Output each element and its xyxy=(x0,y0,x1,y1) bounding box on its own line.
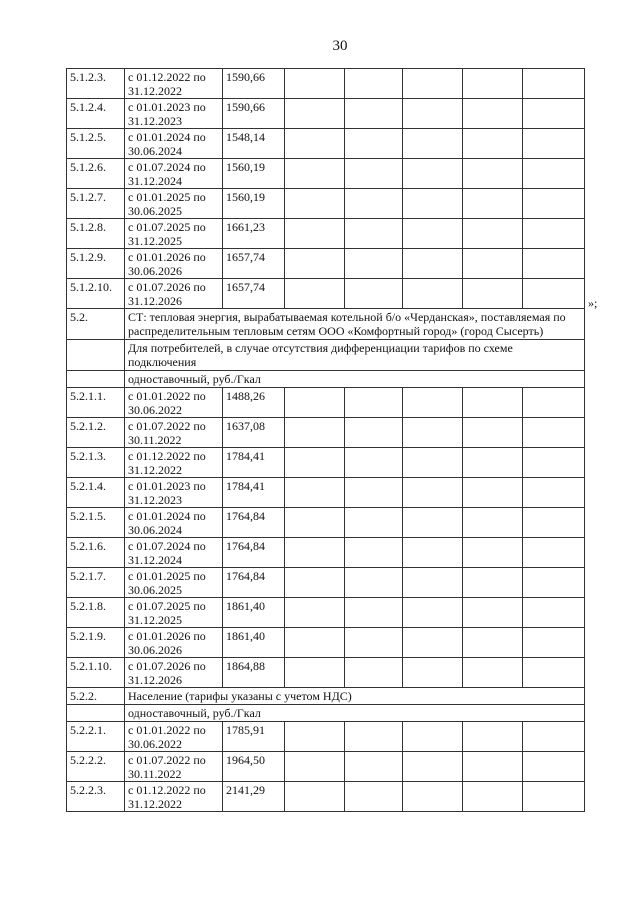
empty-cell xyxy=(345,69,403,99)
empty-cell xyxy=(285,628,345,658)
empty-cell xyxy=(345,99,403,129)
closing-quote: »; xyxy=(588,296,598,310)
table-row xyxy=(67,478,585,508)
table-row xyxy=(67,418,585,448)
period-line: 31.12.2025 xyxy=(128,234,182,248)
period-line: 31.12.2022 xyxy=(128,84,182,98)
empty-cell xyxy=(403,69,463,99)
row-number: 5.2.1.1. xyxy=(67,388,125,418)
table-row xyxy=(67,782,585,812)
empty-cell xyxy=(463,448,523,478)
tariff-value: 1861,40 xyxy=(223,628,285,658)
empty-cell xyxy=(403,538,463,568)
period-line: с 01.07.2022 по xyxy=(128,419,206,433)
tariff-value: 1548,14 xyxy=(223,129,285,159)
empty-cell xyxy=(345,129,403,159)
period-line: 30.06.2025 xyxy=(128,204,182,218)
table-row xyxy=(67,279,585,309)
table-row xyxy=(67,249,585,279)
empty-cell xyxy=(463,189,523,219)
row-number: 5.2.1.8. xyxy=(67,598,125,628)
empty-cell xyxy=(285,129,345,159)
empty-cell xyxy=(463,69,523,99)
empty-cell xyxy=(523,628,585,658)
empty-cell xyxy=(285,508,345,538)
row-number: 5.1.2.8. xyxy=(67,219,125,249)
period-line: 30.06.2022 xyxy=(128,403,182,417)
section-number: 5.2.2. xyxy=(67,688,125,705)
period-cell xyxy=(125,628,223,658)
period-line: с 01.01.2025 по xyxy=(128,190,206,204)
empty-cell xyxy=(345,658,403,688)
period-line: с 01.07.2026 по xyxy=(128,659,206,673)
period-line: 30.11.2022 xyxy=(128,767,182,781)
empty-cell xyxy=(345,598,403,628)
empty-cell xyxy=(523,538,585,568)
empty-cell xyxy=(403,782,463,812)
empty-cell xyxy=(345,782,403,812)
row-number: 5.1.2.9. xyxy=(67,249,125,279)
subsection-title: одноставочный, руб./Гкал xyxy=(125,371,585,388)
period-line: с 01.01.2024 по xyxy=(128,130,206,144)
empty-cell xyxy=(523,752,585,782)
empty-cell xyxy=(463,418,523,448)
empty-cell xyxy=(463,782,523,812)
period-line: 31.12.2025 xyxy=(128,613,182,627)
period-cell xyxy=(125,159,223,189)
period-line: 31.12.2024 xyxy=(128,174,182,188)
empty-cell xyxy=(285,69,345,99)
period-cell xyxy=(125,722,223,752)
subsection-title: Для потребителей, в случае отсутствия дифференциации тарифов по схеме подключения xyxy=(125,340,585,371)
empty-cell xyxy=(285,538,345,568)
period-cell xyxy=(125,69,223,99)
empty-cell xyxy=(345,219,403,249)
tariff-table xyxy=(66,68,585,812)
empty-cell xyxy=(285,658,345,688)
tariff-value: 1560,19 xyxy=(223,159,285,189)
empty-cell xyxy=(345,249,403,279)
tariff-value: 1784,41 xyxy=(223,478,285,508)
row-number: 5.2.2.1. xyxy=(67,722,125,752)
empty-cell xyxy=(403,658,463,688)
period-line: с 01.01.2022 по xyxy=(128,723,206,737)
table-row xyxy=(67,598,585,628)
empty-cell xyxy=(403,129,463,159)
row-number: 5.1.2.7. xyxy=(67,189,125,219)
table-row xyxy=(67,159,585,189)
period-line: с 01.01.2024 по xyxy=(128,509,206,523)
period-line: 31.12.2026 xyxy=(128,673,182,687)
table-row xyxy=(67,69,585,99)
period-cell xyxy=(125,782,223,812)
empty-cell xyxy=(463,129,523,159)
period-line: 31.12.2022 xyxy=(128,463,182,477)
empty-cell xyxy=(403,752,463,782)
empty-cell xyxy=(285,598,345,628)
empty-cell xyxy=(345,388,403,418)
period-line: 31.12.2023 xyxy=(128,493,182,507)
section-number: 5.2. xyxy=(67,309,125,340)
empty-cell xyxy=(403,598,463,628)
row-number: 5.1.2.3. xyxy=(67,69,125,99)
period-line: с 01.01.2026 по xyxy=(128,250,206,264)
empty-cell xyxy=(345,279,403,309)
table-row xyxy=(67,371,585,388)
empty-cell xyxy=(463,478,523,508)
section-title: Население (тарифы указаны с учетом НДС) xyxy=(125,688,585,705)
tariff-value: 1864,88 xyxy=(223,658,285,688)
period-line: с 01.01.2026 по xyxy=(128,629,206,643)
empty-cell xyxy=(523,722,585,752)
tariff-value: 1637,08 xyxy=(223,418,285,448)
empty-cell xyxy=(285,448,345,478)
empty-cell xyxy=(285,219,345,249)
empty-cell xyxy=(523,782,585,812)
period-line: с 01.12.2022 по xyxy=(128,783,206,797)
empty-cell xyxy=(285,279,345,309)
empty-cell xyxy=(345,159,403,189)
period-cell xyxy=(125,478,223,508)
empty-cell xyxy=(463,598,523,628)
table-row xyxy=(67,508,585,538)
empty-cell xyxy=(403,418,463,448)
period-cell xyxy=(125,598,223,628)
empty-cell xyxy=(463,752,523,782)
tariff-value: 1764,84 xyxy=(223,538,285,568)
empty-cell xyxy=(285,722,345,752)
row-number: 5.2.1.3. xyxy=(67,448,125,478)
empty-cell xyxy=(523,508,585,538)
period-line: 30.06.2024 xyxy=(128,144,182,158)
empty-cell xyxy=(463,279,523,309)
tariff-value: 1560,19 xyxy=(223,189,285,219)
empty-cell xyxy=(523,478,585,508)
empty-cell xyxy=(67,340,125,371)
empty-cell xyxy=(463,628,523,658)
empty-cell xyxy=(463,99,523,129)
period-line: с 01.12.2022 по xyxy=(128,70,206,84)
period-cell xyxy=(125,189,223,219)
table-row xyxy=(67,688,585,705)
section-title: СТ: тепловая энергия, вырабатываемая котельной б/о «Черданская», поставляемая по распределительным тепловым сетям ООО «Комфортный город» (город Сысерть) xyxy=(125,309,585,340)
tariff-value: 1657,74 xyxy=(223,279,285,309)
period-line: 30.06.2026 xyxy=(128,643,182,657)
empty-cell xyxy=(523,99,585,129)
row-number: 5.2.1.5. xyxy=(67,508,125,538)
empty-cell xyxy=(403,568,463,598)
empty-cell xyxy=(285,568,345,598)
period-line: 30.06.2022 xyxy=(128,737,182,751)
empty-cell xyxy=(523,279,585,309)
row-number: 5.2.2.2. xyxy=(67,752,125,782)
empty-cell xyxy=(523,448,585,478)
period-cell xyxy=(125,219,223,249)
subsection-title: одноставочный, руб./Гкал xyxy=(125,705,585,722)
empty-cell xyxy=(463,159,523,189)
empty-cell xyxy=(403,508,463,538)
empty-cell xyxy=(463,538,523,568)
period-line: с 01.01.2022 по xyxy=(128,389,206,403)
empty-cell xyxy=(463,388,523,418)
period-cell xyxy=(125,448,223,478)
tariff-value: 1764,84 xyxy=(223,568,285,598)
table-row xyxy=(67,129,585,159)
period-line: 30.06.2024 xyxy=(128,523,182,537)
table-row xyxy=(67,628,585,658)
table-row xyxy=(67,448,585,478)
period-line: 31.12.2022 xyxy=(128,797,182,811)
empty-cell xyxy=(285,159,345,189)
tariff-value: 1661,23 xyxy=(223,219,285,249)
row-number: 5.1.2.6. xyxy=(67,159,125,189)
period-line: с 01.01.2023 по xyxy=(128,479,206,493)
period-cell xyxy=(125,388,223,418)
empty-cell xyxy=(523,598,585,628)
empty-cell xyxy=(345,752,403,782)
empty-cell xyxy=(523,69,585,99)
row-number: 5.2.1.6. xyxy=(67,538,125,568)
empty-cell xyxy=(463,568,523,598)
empty-cell xyxy=(463,249,523,279)
empty-cell xyxy=(523,249,585,279)
period-line: с 01.12.2022 по xyxy=(128,449,206,463)
period-cell xyxy=(125,418,223,448)
empty-cell xyxy=(403,722,463,752)
tariff-value: 1590,66 xyxy=(223,69,285,99)
empty-cell xyxy=(345,418,403,448)
tariff-value: 1964,50 xyxy=(223,752,285,782)
empty-cell xyxy=(523,388,585,418)
period-cell xyxy=(125,249,223,279)
empty-cell xyxy=(67,371,125,388)
period-cell xyxy=(125,568,223,598)
period-cell xyxy=(125,129,223,159)
empty-cell xyxy=(285,478,345,508)
table-row xyxy=(67,538,585,568)
tariff-value: 1861,40 xyxy=(223,598,285,628)
empty-cell xyxy=(345,722,403,752)
tariff-value: 1590,66 xyxy=(223,99,285,129)
page-number: 30 xyxy=(332,38,348,54)
table-row xyxy=(67,309,585,340)
period-cell xyxy=(125,538,223,568)
row-number: 5.2.1.10. xyxy=(67,658,125,688)
empty-cell xyxy=(403,628,463,658)
empty-cell xyxy=(285,418,345,448)
period-line: 30.11.2022 xyxy=(128,433,182,447)
table-row xyxy=(67,189,585,219)
tariff-value: 2141,29 xyxy=(223,782,285,812)
empty-cell xyxy=(523,418,585,448)
period-line: с 01.07.2026 по xyxy=(128,280,206,294)
row-number: 5.1.2.4. xyxy=(67,99,125,129)
period-line: с 01.07.2022 по xyxy=(128,753,206,767)
empty-cell xyxy=(403,189,463,219)
empty-cell xyxy=(403,249,463,279)
period-line: с 01.07.2025 по xyxy=(128,599,206,613)
empty-cell xyxy=(523,129,585,159)
table-row xyxy=(67,752,585,782)
period-cell xyxy=(125,99,223,129)
table-row xyxy=(67,568,585,598)
period-line: 31.12.2024 xyxy=(128,553,182,567)
empty-cell xyxy=(345,568,403,598)
tariff-value: 1488,26 xyxy=(223,388,285,418)
table-row xyxy=(67,658,585,688)
table-row xyxy=(67,388,585,418)
empty-cell xyxy=(403,279,463,309)
empty-cell xyxy=(285,388,345,418)
row-number: 5.2.2.3. xyxy=(67,782,125,812)
table-row xyxy=(67,722,585,752)
empty-cell xyxy=(403,99,463,129)
row-number: 5.2.1.4. xyxy=(67,478,125,508)
tariff-value: 1784,41 xyxy=(223,448,285,478)
table-row xyxy=(67,99,585,129)
empty-cell xyxy=(403,388,463,418)
empty-cell xyxy=(345,478,403,508)
period-line: с 01.07.2025 по xyxy=(128,220,206,234)
table-row xyxy=(67,705,585,722)
tariff-value: 1657,74 xyxy=(223,249,285,279)
empty-cell xyxy=(523,568,585,598)
period-line: 31.12.2023 xyxy=(128,114,182,128)
period-cell xyxy=(125,508,223,538)
tariff-value: 1785,91 xyxy=(223,722,285,752)
period-line: с 01.01.2025 по xyxy=(128,569,206,583)
empty-cell xyxy=(285,249,345,279)
empty-cell xyxy=(403,219,463,249)
table-row xyxy=(67,340,585,371)
period-line: 30.06.2026 xyxy=(128,264,182,278)
tariff-table-body xyxy=(67,69,585,812)
empty-cell xyxy=(285,189,345,219)
row-number: 5.2.1.2. xyxy=(67,418,125,448)
period-line: с 01.01.2023 по xyxy=(128,100,206,114)
empty-cell xyxy=(523,658,585,688)
empty-cell xyxy=(403,478,463,508)
tariff-value: 1764,84 xyxy=(223,508,285,538)
row-number: 5.1.2.5. xyxy=(67,129,125,159)
empty-cell xyxy=(345,508,403,538)
empty-cell xyxy=(345,628,403,658)
row-number: 5.2.1.9. xyxy=(67,628,125,658)
empty-cell xyxy=(67,705,125,722)
period-line: 30.06.2025 xyxy=(128,583,182,597)
empty-cell xyxy=(523,159,585,189)
empty-cell xyxy=(463,722,523,752)
empty-cell xyxy=(403,448,463,478)
row-number: 5.1.2.10. xyxy=(67,279,125,309)
period-cell xyxy=(125,658,223,688)
empty-cell xyxy=(285,752,345,782)
empty-cell xyxy=(345,189,403,219)
period-line: с 01.07.2024 по xyxy=(128,539,206,553)
period-line: с 01.07.2024 по xyxy=(128,160,206,174)
empty-cell xyxy=(463,508,523,538)
empty-cell xyxy=(463,219,523,249)
empty-cell xyxy=(345,448,403,478)
row-number: 5.2.1.7. xyxy=(67,568,125,598)
empty-cell xyxy=(463,658,523,688)
period-line: 31.12.2026 xyxy=(128,294,182,308)
empty-cell xyxy=(345,538,403,568)
empty-cell xyxy=(285,782,345,812)
table-row xyxy=(67,219,585,249)
period-cell xyxy=(125,279,223,309)
empty-cell xyxy=(403,159,463,189)
empty-cell xyxy=(523,189,585,219)
empty-cell xyxy=(285,99,345,129)
period-cell xyxy=(125,752,223,782)
empty-cell xyxy=(523,219,585,249)
